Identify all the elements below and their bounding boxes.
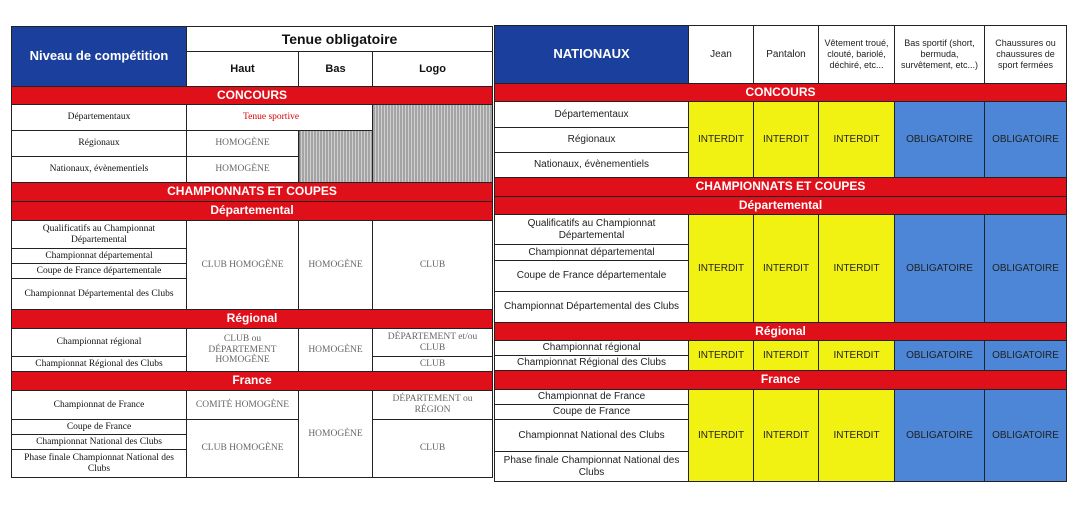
jean-header: Jean	[689, 26, 754, 84]
reg-pantalon-cell: INTERDIT	[754, 341, 819, 371]
reg-chaussures-cell: OBLIGATOIRE	[985, 341, 1067, 371]
nat-row-regionaux: Régionaux	[495, 128, 689, 153]
fr-haut-cell-2: CLUB HOMOGÈNE	[187, 420, 299, 478]
bas-hatched-cell	[299, 131, 373, 183]
row-regionaux: Régionaux	[12, 131, 187, 157]
row-qualificatifs: Qualificatifs au Championnat Départemental	[12, 221, 187, 249]
pantalon-header: Pantalon	[754, 26, 819, 84]
nat-row-national-clubs: Championnat National des Clubs	[495, 420, 689, 452]
reg-bas-cell: HOMOGÈNE	[299, 329, 373, 372]
reg-vetement-cell: INTERDIT	[819, 341, 895, 371]
section-concours-nat: CONCOURS	[495, 84, 1067, 102]
dep-jean-cell: INTERDIT	[689, 215, 754, 323]
nat-row-qualificatifs: Qualificatifs au Championnat Départemental	[495, 215, 689, 245]
row-coupe-departementale: Coupe de France départementale	[12, 264, 187, 279]
section-concours: CONCOURS	[12, 87, 493, 105]
fr-jean-cell: INTERDIT	[689, 390, 754, 482]
concours-bas-sportif-cell: OBLIGATOIRE	[895, 102, 985, 178]
dep-pantalon-cell: INTERDIT	[754, 215, 819, 323]
fr-logo-cell-2: CLUB	[373, 420, 493, 478]
fr-logo-cell-1: DÉPARTEMENT ou RÉGION	[373, 391, 493, 420]
dep-haut-cell: CLUB HOMOGÈNE	[187, 221, 299, 310]
dep-bas-cell: HOMOGÈNE	[299, 221, 373, 310]
nat-row-departementaux: Départementaux	[495, 102, 689, 128]
row-dep-clubs: Championnat Départemental des Clubs	[12, 279, 187, 310]
chaussures-header: Chaussures ou chaussures de sport fermées	[985, 26, 1067, 84]
regionaux-haut-cell: HOMOGÈNE	[187, 131, 299, 157]
row-reg-clubs: Championnat Régional des Clubs	[12, 357, 187, 372]
row-coupe-france: Coupe de France	[12, 420, 187, 435]
logo-hatched-cell	[373, 105, 493, 183]
nationaux-header: NATIONAUX	[495, 26, 689, 84]
haut-header: Haut	[187, 52, 299, 87]
fr-bas-cell: HOMOGÈNE	[299, 391, 373, 478]
reg-logo-cell-1: DÉPARTEMENT et/ou CLUB	[373, 329, 493, 357]
fr-haut-cell-1: COMITÉ HOMOGÈNE	[187, 391, 299, 420]
reg-haut-cell: CLUB ou DÉPARTEMENT HOMOGÈNE	[187, 329, 299, 372]
concours-chaussures-cell: OBLIGATOIRE	[985, 102, 1067, 178]
section-championnats-nat: CHAMPIONNATS ET COUPES	[495, 178, 1067, 197]
reg-logo-cell-2: CLUB	[373, 357, 493, 372]
tenue-obligatoire-header: Tenue obligatoire	[187, 27, 493, 52]
row-phase-finale: Phase finale Championnat National des Clubs	[12, 450, 187, 478]
vetement-header: Vêtement troué, clouté, bariolé, déchiré, etc...	[819, 26, 895, 84]
section-departemental: Départemental	[12, 202, 493, 221]
row-national-clubs: Championnat National des Clubs	[12, 435, 187, 450]
fr-pantalon-cell: INTERDIT	[754, 390, 819, 482]
nat-row-championnat-france: Championnat de France	[495, 390, 689, 405]
logo-header: Logo	[373, 52, 493, 87]
section-departemental-nat: Départemental	[495, 197, 1067, 215]
nat-row-coupe-departementale: Coupe de France départementale	[495, 261, 689, 292]
dep-logo-cell: CLUB	[373, 221, 493, 310]
section-france: France	[12, 372, 493, 391]
dep-chaussures-cell: OBLIGATOIRE	[985, 215, 1067, 323]
reg-bas-sportif-cell: OBLIGATOIRE	[895, 341, 985, 371]
section-championnats: CHAMPIONNATS ET COUPES	[12, 183, 493, 202]
row-nationaux: Nationaux, évènementiels	[12, 157, 187, 183]
concours-pantalon-cell: INTERDIT	[754, 102, 819, 178]
nat-row-nationaux: Nationaux, évènementiels	[495, 153, 689, 178]
nationaux-table	[494, 25, 1067, 482]
row-championnat-regional: Championnat régional	[12, 329, 187, 357]
fr-chaussures-cell: OBLIGATOIRE	[985, 390, 1067, 482]
dep-bas-sportif-cell: OBLIGATOIRE	[895, 215, 985, 323]
row-departementaux: Départementaux	[12, 105, 187, 131]
tenue-sportive-cell: Tenue sportive	[187, 105, 373, 131]
tenue-obligatoire-table	[11, 26, 493, 478]
fr-vetement-cell: INTERDIT	[819, 390, 895, 482]
niveau-header: Niveau de compétition	[12, 27, 187, 87]
concours-vetement-cell: INTERDIT	[819, 102, 895, 178]
nat-row-phase-finale: Phase finale Championnat National des Clubs	[495, 452, 689, 482]
section-regional: Régional	[12, 310, 493, 329]
nat-row-championnat-departemental: Championnat départemental	[495, 245, 689, 261]
reg-jean-cell: INTERDIT	[689, 341, 754, 371]
dep-vetement-cell: INTERDIT	[819, 215, 895, 323]
fr-bas-sportif-cell: OBLIGATOIRE	[895, 390, 985, 482]
bas-sportif-header: Bas sportif (short, bermuda, survêtement, etc...)	[895, 26, 985, 84]
row-championnat-departemental: Championnat départemental	[12, 249, 187, 264]
bas-header: Bas	[299, 52, 373, 87]
nat-row-championnat-regional: Championnat régional	[495, 341, 689, 356]
row-championnat-france: Championnat de France	[12, 391, 187, 420]
nat-row-coupe-france: Coupe de France	[495, 405, 689, 420]
nat-row-dep-clubs: Championnat Départemental des Clubs	[495, 292, 689, 323]
nationaux-haut-cell: HOMOGÈNE	[187, 157, 299, 183]
section-france-nat: France	[495, 371, 1067, 390]
section-regional-nat: Régional	[495, 323, 1067, 341]
concours-jean-cell: INTERDIT	[689, 102, 754, 178]
nat-row-reg-clubs: Championnat Régional des Clubs	[495, 356, 689, 371]
